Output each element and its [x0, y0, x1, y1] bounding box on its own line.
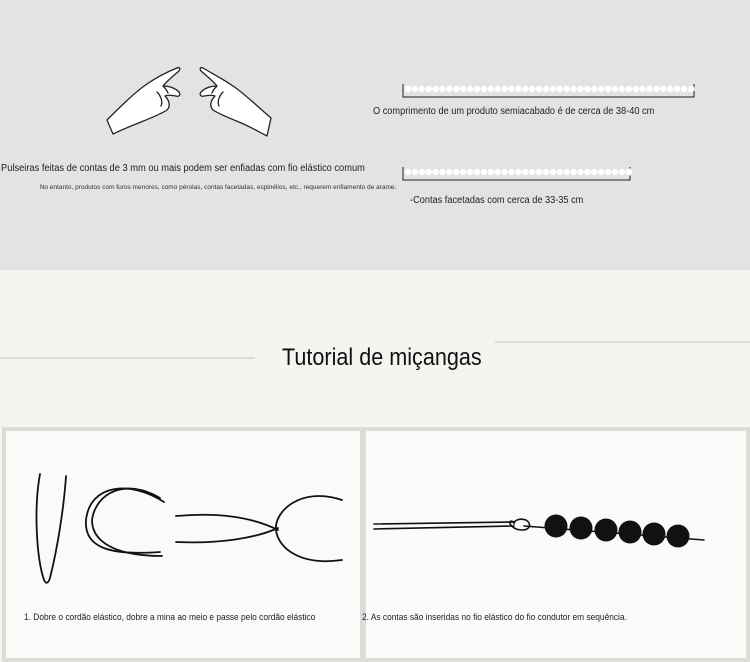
pearl [612, 86, 619, 93]
divider-left [0, 357, 255, 359]
pearl [508, 169, 515, 176]
pearl [515, 169, 522, 176]
pearl [501, 169, 508, 176]
pearl [494, 86, 501, 93]
pearl-strand-short-icon [402, 164, 632, 182]
pearl [411, 86, 418, 93]
pearl [646, 86, 653, 93]
pearl [508, 86, 515, 93]
bead-needle-icon [372, 510, 712, 554]
pearl [460, 169, 467, 176]
tutorial-title: Tutorial de miçangas [282, 344, 482, 371]
length-text-2: -Contas facetadas com cerca de 33-35 cm [410, 195, 584, 206]
pearl [522, 169, 529, 176]
wire-threading-note: No entanto, produtos com furos menores, como pérolas, contas facetadas, espinélios, etc., requerem enfiamento de arame. [39, 184, 397, 191]
pearl [618, 86, 625, 93]
pearl [577, 86, 584, 93]
pearl [543, 169, 550, 176]
pearl-strand-long-icon [402, 80, 696, 100]
pearl [487, 86, 494, 93]
pearl [529, 86, 536, 93]
pearl [563, 86, 570, 93]
pearl [549, 86, 556, 93]
pearl [598, 169, 605, 176]
bead [667, 525, 690, 548]
pearl [425, 86, 432, 93]
pearl [418, 86, 425, 93]
pearl [591, 169, 598, 176]
pearl [660, 86, 667, 93]
pearl [536, 169, 543, 176]
pearl [432, 169, 439, 176]
pearl [446, 86, 453, 93]
step-1-caption: 1. Dobre o cordão elástico, dobre a mina ao meio e passe pelo cordão elástico [24, 612, 316, 623]
bead [595, 519, 618, 542]
pearl [667, 86, 674, 93]
pearl [681, 86, 688, 93]
pearl [474, 86, 481, 93]
pearl [598, 86, 605, 93]
pearl [632, 86, 639, 93]
pearl [625, 86, 632, 93]
pearl [570, 169, 577, 176]
elastic-thread-text: Pulseiras feitas de contas de 3 mm ou mais podem ser enfiadas com fio elástico comum [1, 163, 365, 174]
fold-elastic-icon [30, 466, 350, 588]
pearl [529, 169, 536, 176]
pearl [549, 169, 556, 176]
pearl [577, 169, 584, 176]
pearl [453, 169, 460, 176]
pearl [439, 86, 446, 93]
pearl [584, 169, 591, 176]
pearl [460, 86, 467, 93]
pearl [467, 169, 474, 176]
pearl [405, 86, 412, 93]
pearl [653, 86, 660, 93]
length-text-1: O comprimento de um produto semiacabado é de cerca de 38-40 cm [373, 106, 655, 117]
pearl [570, 86, 577, 93]
bead [545, 515, 568, 538]
bead [570, 517, 593, 540]
pearl [563, 169, 570, 176]
pearl [612, 169, 619, 176]
pearl [494, 169, 501, 176]
pearl [480, 169, 487, 176]
pearl [411, 169, 418, 176]
pearl [446, 169, 453, 176]
pearl [536, 86, 543, 93]
pearl [605, 169, 612, 176]
hands-illustration-icon [105, 62, 275, 140]
pearl [432, 86, 439, 93]
pearl [674, 86, 681, 93]
pearl [418, 169, 425, 176]
pearl [425, 169, 432, 176]
pearl [556, 86, 563, 93]
pearl [591, 86, 598, 93]
bead [619, 521, 642, 544]
pearl [474, 169, 481, 176]
pearl [556, 169, 563, 176]
pearl [543, 86, 550, 93]
pearl [605, 86, 612, 93]
pearl [625, 169, 632, 176]
pearl [501, 86, 508, 93]
pearl [405, 169, 412, 176]
bead [643, 523, 666, 546]
divider-right [495, 341, 750, 343]
pearl [522, 86, 529, 93]
pearl [687, 86, 694, 93]
pearl [639, 86, 646, 93]
pearl [453, 86, 460, 93]
pearl [467, 86, 474, 93]
pearl [515, 86, 522, 93]
pearl [584, 86, 591, 93]
pearl [439, 169, 446, 176]
step-2-caption: 2. As contas são inseridas no fio elástico do fio condutor em sequência. [362, 612, 627, 623]
pearl [487, 169, 494, 176]
pearl [618, 169, 625, 176]
pearl [480, 86, 487, 93]
